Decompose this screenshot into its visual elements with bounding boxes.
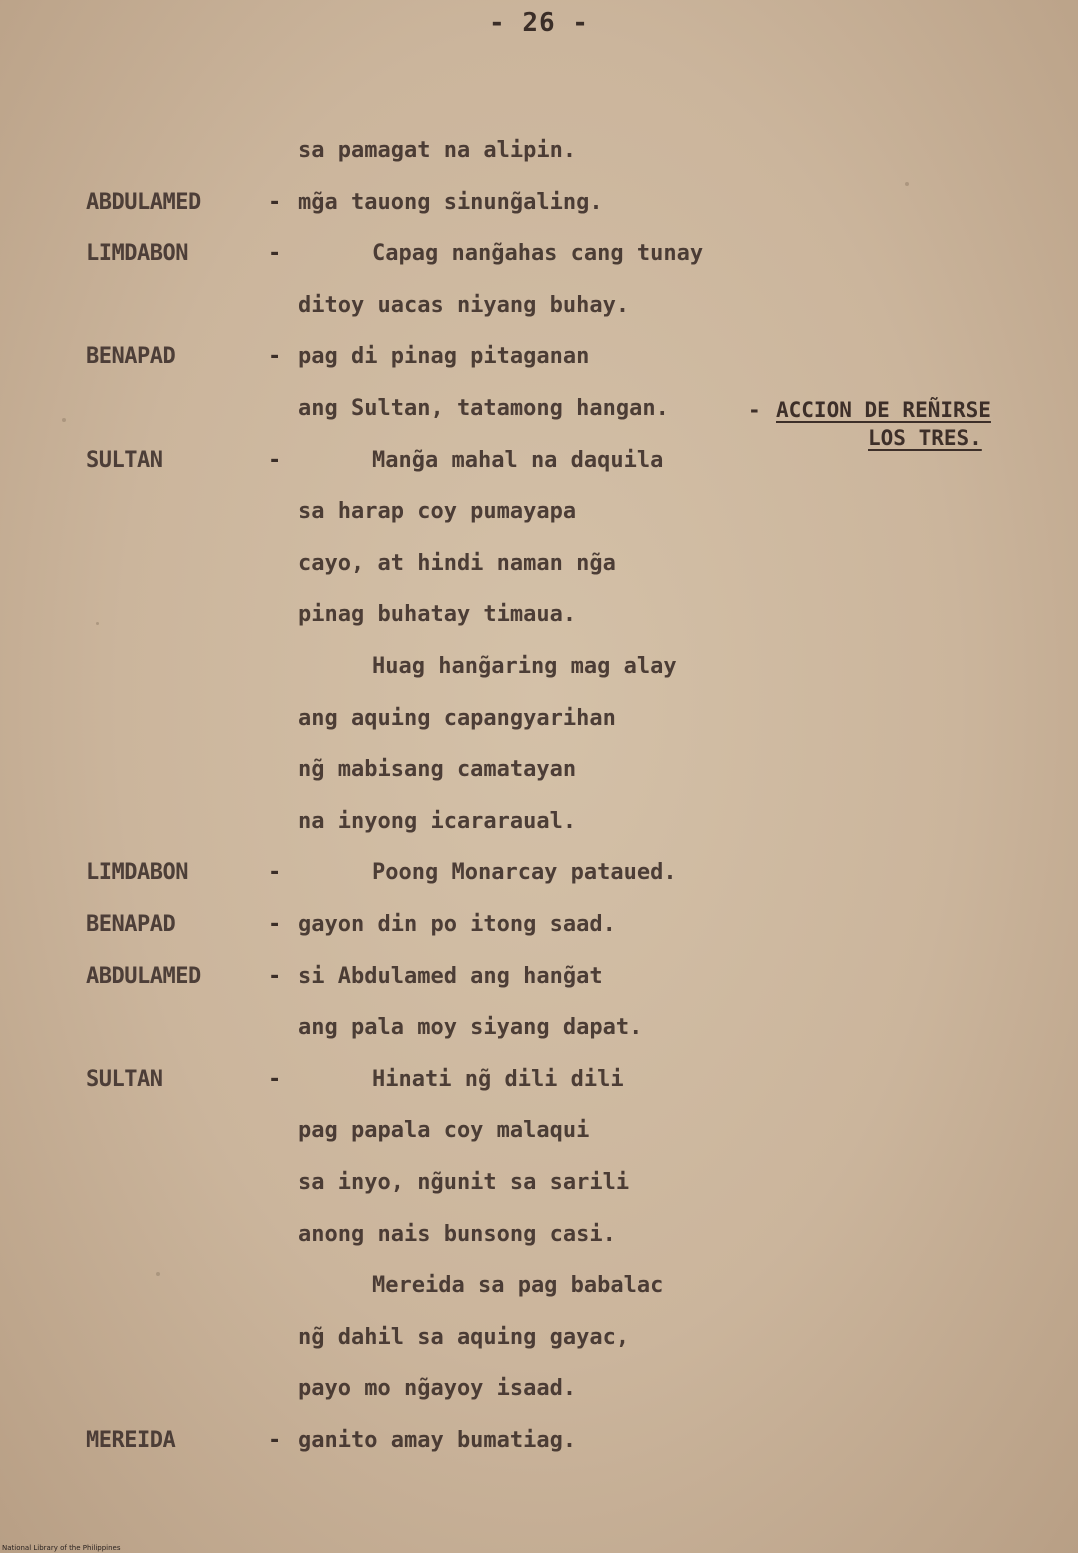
speaker-dash: - xyxy=(268,241,282,267)
script-line xyxy=(0,602,1078,642)
verse-text: Capag nang̃ahas cang tunay xyxy=(372,241,704,267)
script-line xyxy=(0,809,1078,849)
verse-text: cayo, at hindi naman ng̃a xyxy=(298,550,616,576)
verse-text: si Abdulamed ang hang̃at xyxy=(298,963,603,989)
speaker-name: ABDULAMED xyxy=(86,189,201,215)
speaker-name: BENAPAD xyxy=(86,344,176,370)
verse-text: mg̃a tauong sinung̃aling. xyxy=(298,189,603,215)
script-line xyxy=(0,757,1078,797)
script-line xyxy=(0,964,1078,1004)
script-line xyxy=(0,1273,1078,1313)
script-line xyxy=(0,860,1078,900)
script-line xyxy=(0,1428,1078,1468)
verse-text: Poong Monarcay pataued. xyxy=(372,860,677,886)
speaker-name: BENAPAD xyxy=(86,912,176,937)
script-line xyxy=(0,654,1078,694)
script-line xyxy=(0,499,1078,539)
verse-text: Hinati ng̃ dili dili xyxy=(372,1066,624,1092)
speaker-name: SULTAN xyxy=(86,447,163,473)
script-line xyxy=(0,912,1078,952)
speaker-dash: - xyxy=(268,1428,282,1453)
stage-direction-line1: ACCION DE REÑIRSE xyxy=(776,398,991,422)
paper-speck xyxy=(62,418,66,422)
script-line xyxy=(0,1222,1078,1262)
verse-text: gayon din po itong saad. xyxy=(298,912,616,937)
stage-direction-dash: - xyxy=(748,398,761,422)
speaker-dash: - xyxy=(268,189,282,215)
paper-speck xyxy=(156,1272,160,1276)
verse-text: ang Sultan, tatamong hangan. xyxy=(298,396,669,421)
verse-text: Huag hang̃aring mag alay xyxy=(372,654,677,679)
script-line xyxy=(0,448,1078,488)
speaker-dash: - xyxy=(268,963,282,989)
speaker-dash: - xyxy=(268,447,282,473)
verse-text: ang pala moy siyang dapat. xyxy=(298,1015,643,1041)
library-footer: National Library of the Philippines xyxy=(2,1544,121,1552)
script-line xyxy=(0,1376,1078,1416)
script-line xyxy=(0,1325,1078,1365)
script-line xyxy=(0,1067,1078,1107)
verse-text: sa harap coy pumayapa xyxy=(298,499,577,525)
verse-text: ditoy uacas niyang buhay. xyxy=(298,292,630,318)
verse-text: ganito amay bumatiag. xyxy=(298,1428,577,1453)
script-line xyxy=(0,190,1078,230)
script-line xyxy=(0,1118,1078,1158)
speaker-dash: - xyxy=(268,912,282,937)
paper-speck xyxy=(96,622,99,625)
speaker-dash: - xyxy=(268,344,282,370)
script-line xyxy=(0,1170,1078,1210)
verse-text: payo mo ng̃ayoy isaad. xyxy=(298,1376,577,1402)
speaker-name: LIMDABON xyxy=(86,241,188,267)
script-line xyxy=(0,344,1078,384)
verse-text: ng̃ mabisang camatayan xyxy=(298,757,577,783)
verse-text: ang aquing capangyarihan xyxy=(298,705,616,731)
script-line xyxy=(0,706,1078,746)
stage-direction xyxy=(748,398,991,450)
script-line xyxy=(0,1015,1078,1055)
verse-text: anong nais bunsong casi. xyxy=(298,1221,616,1247)
verse-text: pag di pinag pitaganan xyxy=(298,344,590,370)
stage-direction-line2: LOS TRES. xyxy=(868,426,982,450)
verse-text: pag papala coy malaqui xyxy=(298,1118,590,1144)
speaker-dash: - xyxy=(268,1066,282,1092)
speaker-name: SULTAN xyxy=(86,1066,163,1092)
verse-text: Mereida sa pag babalac xyxy=(372,1273,664,1299)
paper-speck xyxy=(905,182,909,186)
script-line xyxy=(0,293,1078,333)
verse-text: Mang̃a mahal na daquila xyxy=(372,447,664,473)
speaker-name: LIMDABON xyxy=(86,860,188,886)
speaker-name: MEREIDA xyxy=(86,1428,176,1453)
script-line xyxy=(0,241,1078,281)
verse-text: pinag buhatay timaua. xyxy=(298,602,577,628)
speaker-dash: - xyxy=(268,860,282,886)
verse-text: sa pamagat na alipin. xyxy=(298,138,577,163)
verse-text: sa inyo, ng̃unit sa sarili xyxy=(298,1170,630,1195)
script-line xyxy=(0,138,1078,178)
script-line xyxy=(0,551,1078,591)
speaker-name: ABDULAMED xyxy=(86,963,201,989)
verse-text: ng̃ dahil sa aquing gayac, xyxy=(298,1324,630,1350)
verse-text: na inyong icararaual. xyxy=(298,808,577,834)
page-number: - 26 - xyxy=(489,8,589,38)
